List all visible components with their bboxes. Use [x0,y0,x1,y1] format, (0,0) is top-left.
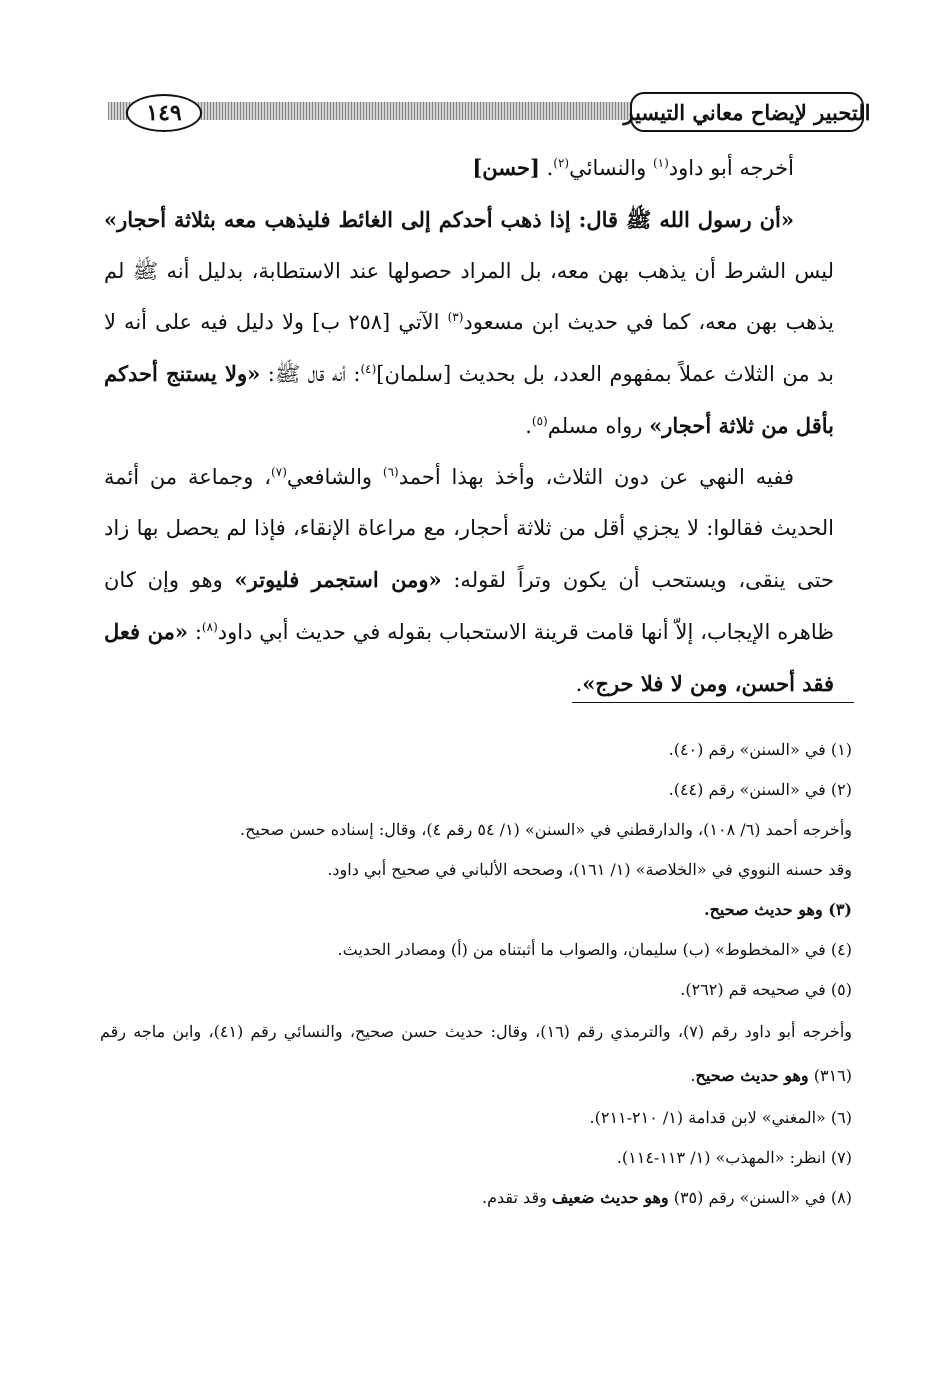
text-run: وقد تقدم. [482,1188,552,1207]
text-run: . [690,1066,696,1085]
footnote-2: (٢) في «السنن» رقم (٤٤). [668,780,852,799]
footnote-separator [572,702,854,703]
page-number: ١٤٩ [146,100,182,126]
footnote-ref: (٣) [447,310,464,324]
footnote-8 [100,1178,852,1218]
hadith-quote: «أن رسول الله ﷺ قال: إذا ذهب أحدكم إلى الغائط فليذهب معه بثلاثة أحجار» [104,207,794,232]
footnote-ref: (٤) [360,362,377,376]
text-run: (٨) في «السنن» رقم (٣٥) [668,1188,852,1207]
text-run: : أنه قال ﷺ: [260,362,361,386]
footnote-ref: (٢) [553,156,570,170]
text-run: ، وجماعة من أئمة الحديث فقالوا: لا يجزي أقل من ثلاثة أحجار، مع مراعاة الإنقاء، فإذا لم يحصل بها زاد حتى ينقى، ويستحب أن يكون وتراً لقوله: [104,465,834,592]
text-run: رواه مسلم [547,414,650,438]
footnote-ref: (٦) [382,465,399,479]
paragraph-3 [104,452,834,710]
page-header [108,92,871,134]
main-text [104,142,834,710]
paragraph-1 [104,142,834,194]
hadith-quote: «من فعل فقد أحسن، ومن لا فلا حرج» [104,619,834,696]
text-run: أخرجه أبو داود [668,156,794,180]
footnote-6: (٦) «المغني» لابن قدامة (١/ ٢١٠-٢١١). [589,1108,852,1127]
text-run: والنسائي [569,156,653,180]
text-run: والشافعي [286,465,383,489]
footnote-ref: (٨) [201,620,218,634]
page-number-oval [126,94,202,132]
text-run: . [525,414,532,438]
book-title: التحبير لإيضاح معاني التيسير [623,99,871,125]
text-run: وأخرجه أبو داود رقم (٧)، والترمذي رقم (١٦)، وقال: حديث حسن صحيح، والنسائي رقم (٤١)، وابن ماجه رقم (٣١٦) [100,1022,852,1085]
footnote-5: (٥) في صحيحه قم (٢٦٢). [680,980,852,999]
footnote-5-continuation [100,1010,852,1098]
footnote-2-continuation: وقد حسنه النووي في «الخلاصة» (١/ ١٦١)، وصححه الألباني في صحيح أبي داود. [327,860,852,879]
footnote-1: (١) في «السنن» رقم (٤٠). [668,740,852,759]
footnote-ref: (١) [652,156,669,170]
footnote-4: (٤) في «المخطوط» (ب) سليمان، والصواب ما أثبتناه من (أ) ومصادر الحديث. [337,940,852,959]
footnote-3: (٣) وهو حديث صحيح. [704,900,852,919]
text-run: وهو وإن كان ظاهره الإيجاب، إلاّ أنها قامت قرينة الاستحباب بقوله في حديث أبي داود [104,568,834,644]
text-run: ففيه النهي عن دون الثلاث، وأخذ بهذا أحمد [398,465,794,489]
hadith-quote: «ومن استجمر فليوتر» [234,567,442,592]
grading-label: وهو حديث ضعيف [551,1188,669,1207]
footnote-2-continuation: وأخرجه أحمد (٦/ ١٠٨)، والدارقطني في «السنن» (١/ ٥٤ رقم ٤)، وقال: إسناده حسن صحيح. [240,820,852,839]
grading-label: وهو حديث صحيح [695,1066,809,1085]
text-run: ليس الشرط أن يذهب بهن معه، بل المراد حصولها عند الاستطابة، بدليل أنه ﷺ لم يذهب بهن معه، كما في حديث ابن مسعود [104,259,835,334]
text-run: الآتي [٢٥٨ ب] ولا دليل فيه على أنه لا بد من الثلاث عملاً بمفهوم العدد، بل بحديث [سلمان] [104,310,834,386]
book-title-box [623,92,871,132]
text-run: . [575,672,583,696]
footnote-ref: (٧) [271,465,287,479]
text-run: : [187,620,202,644]
footnote-7: (٧) انظر: «المهذب» (١/ ١١٣-١١٤). [616,1148,852,1167]
hadith-quote: «ولا يستنج أحدكم بأقل من ثلاثة أحجار» [104,361,834,438]
grading-label: [حسن] [472,155,540,180]
paragraph-2 [104,194,834,452]
footnote-ref: (٥) [531,414,548,428]
footnotes [100,730,852,1218]
text-run: . [539,156,554,180]
